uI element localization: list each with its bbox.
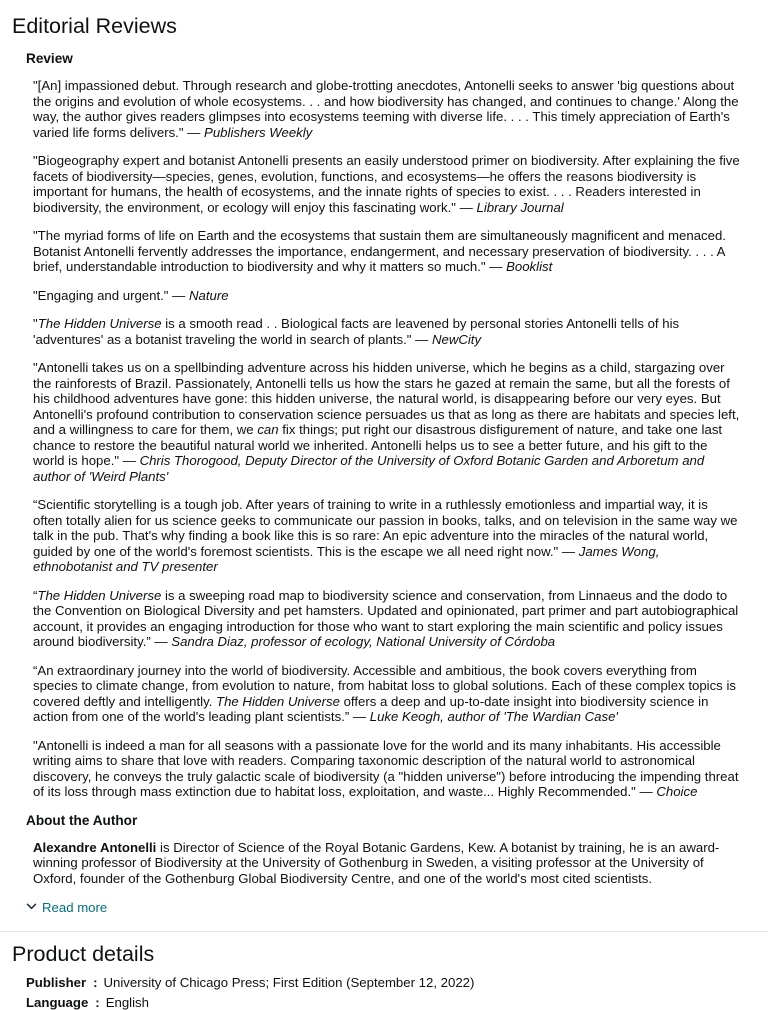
- text-segment: "Biogeography expert and botanist Antonelli presents an easily understood primer on biodiversity. After explaining the five facets of biodiversity—species, genes, evolution, functions, and ecosystems—he offers the reasons biodiversity is important for humans, the health of ecosystems, and the innate rights of species to exist. . . . Readers interested in biodiversity, the environment, or ecology will enjoy this fascinating work." —: [33, 153, 740, 215]
- text-segment: can: [257, 422, 278, 437]
- product-detail-value: English: [106, 995, 149, 1010]
- text-segment: The Hidden Universe: [37, 588, 161, 603]
- review-paragraph: [26, 497, 740, 575]
- text-segment: Alexandre Antonelli: [33, 840, 156, 855]
- review-paragraph: [26, 153, 740, 215]
- text-segment: James Wong, ethnobotanist and TV presenter: [33, 544, 659, 575]
- chevron-down-icon: [26, 900, 37, 916]
- text-segment: fix things; put right our disastrous disfigurement of nature, and take one last chance to restore the beautiful natural world we inherited. Antonelli helps us to see a better future, and his gift to the world is hope." —: [33, 422, 722, 468]
- product-detail-value: University of Chicago Press; First Edition (September 12, 2022): [104, 975, 475, 990]
- product-detail-row: [26, 975, 740, 991]
- text-segment: “An extraordinary journey into the world of biodiversity. Accessible and ambitious, the book covers everything from species to climate change, from evolution to nature, from habitat loss to global solutions. Each of these complex topics is covered deftly and intelligently.: [33, 663, 736, 709]
- review-paragraph: [26, 738, 740, 800]
- text-segment: Booklist: [506, 259, 552, 274]
- product-detail-label: Language: [26, 995, 88, 1010]
- product-detail-label: Publisher: [26, 975, 86, 990]
- review-heading: Review: [26, 51, 740, 67]
- text-segment: The Hidden Universe: [216, 694, 340, 709]
- text-segment: "Antonelli is indeed a man for all seasons with a passionate love for the world and its many inhabitants. His accessible writing aims to share that love with readers. Comparing taxonomic description of the natural world to astronomical discovery, he conveys the truly galactic scale of biodiversity (a "hidden universe") before introducing the impending threat of its loss through mass extinction due to habitat loss, exploitation, and waste... Highly Recommended." —: [33, 738, 739, 800]
- product-detail-separator: :: [95, 995, 99, 1010]
- editorial-reviews-title: Editorial Reviews: [0, 0, 768, 44]
- text-segment: "Engaging and urgent." —: [33, 288, 189, 303]
- review-paragraph: [26, 360, 740, 484]
- text-segment: Publishers Weekly: [204, 125, 312, 140]
- text-segment: offers a deep and up-to-date insight into biodiversity science in action from one of the world's leading plant scientists.” —: [33, 694, 708, 725]
- review-paragraph: [26, 316, 740, 347]
- text-segment: "Antonelli takes us on a spellbinding adventure across his hidden universe, which he begins as a child, stargazing over the rainforests of Brazil. Passionately, Antonelli tells us how the stars he gazed at remain the same, but all the forests of his childhood adventures have gone: this hidden universe, the natural world, is disappearing before our very eyes. But Antonelli's profound contribution to conservation science persuades us that as long as there are habitats and species left, and a willingness to care for them, we: [33, 360, 739, 437]
- product-details-list: [0, 975, 768, 1010]
- text-segment: ": [33, 316, 38, 331]
- review-paragraph: [26, 228, 740, 275]
- read-more-link[interactable]: [26, 899, 107, 916]
- product-detail-separator: :: [93, 975, 97, 990]
- product-details-title: Product details: [0, 932, 768, 975]
- text-segment: Sandra Diaz, professor of ecology, National University of Córdoba: [171, 634, 555, 649]
- about-author-heading: About the Author: [26, 813, 740, 829]
- text-segment: “Scientific storytelling is a tough job. After years of training to write in a ruthlessly emotionless and impartial way, it is often totally alien for us science geeks to communicate our passion in books, talks, and on television in the same way we talk in the pub. That's why finding a book like this is so rare: An epic adventure into the miracles of the natural world, guided by one of the world's foremost scientists. This is the escape we all need right now." —: [33, 497, 737, 559]
- text-segment: is a sweeping road map to biodiversity science and conservation, from Linnaeus and the dodo to the Convention on Biological Diversity and pet hamsters. Updated and opinionated, part primer and part autobiographical account, it provides an engaging introduction for those who want to start exploring the main scientific and policy issues around biodiversity.” —: [33, 588, 738, 650]
- text-segment: "The myriad forms of life on Earth and the ecosystems that sustain them are simultaneously magnificent and menaced. Botanist Antonelli fervently addresses the importance, endangerment, and necessary preservation of biodiversity. . . . A brief, understandable introduction to biodiversity and why it matters so much." —: [33, 228, 726, 274]
- text-segment: Chris Thorogood, Deputy Director of the University of Oxford Botanic Garden and Arboretum and author of 'Weird Plants': [33, 453, 704, 484]
- review-paragraph: [26, 288, 740, 304]
- text-segment: NewCity: [432, 332, 481, 347]
- review-paragraph: [26, 663, 740, 725]
- read-more-label: Read more: [42, 900, 107, 916]
- text-segment: is Director of Science of the Royal Botanic Gardens, Kew. A botanist by training, he is an award-winning professor of Biodiversity at the University of Gothenburg in Sweden, a visiting professor at the University of Oxford, founder of the Gothenburg Global Biodiversity Centre, and one of the world's most cited scientists.: [33, 840, 719, 886]
- review-paragraph: [26, 78, 740, 140]
- text-segment: Nature: [189, 288, 229, 303]
- about-author-text: [26, 840, 740, 887]
- text-segment: The Hidden Universe: [38, 316, 162, 331]
- text-segment: Library Journal: [476, 200, 563, 215]
- product-detail-row: [26, 995, 740, 1010]
- review-section: [0, 51, 768, 916]
- text-segment: “: [33, 588, 37, 603]
- text-segment: Luke Keogh, author of 'The Wardian Case': [370, 709, 618, 724]
- text-segment: Choice: [656, 784, 697, 799]
- text-segment: "[An] impassioned debut. Through research and globe-trotting anecdotes, Antonelli seeks to answer 'big questions about the origins and evolution of whole ecosystems. . . and how biodiversity has changed, and continues to change.' Along the way, the author gives readers glimpses into ecosystems teeming with diverse life. . . . This timely appreciation of Earth's varied life forms delivers." —: [33, 78, 739, 140]
- text-segment: is a smooth read . . Biological facts are leavened by personal stories Antonelli tells of his 'adventures' as a botanist traveling the world in search of plants." —: [33, 316, 679, 347]
- review-paragraph: [26, 588, 740, 650]
- review-list: [26, 78, 740, 800]
